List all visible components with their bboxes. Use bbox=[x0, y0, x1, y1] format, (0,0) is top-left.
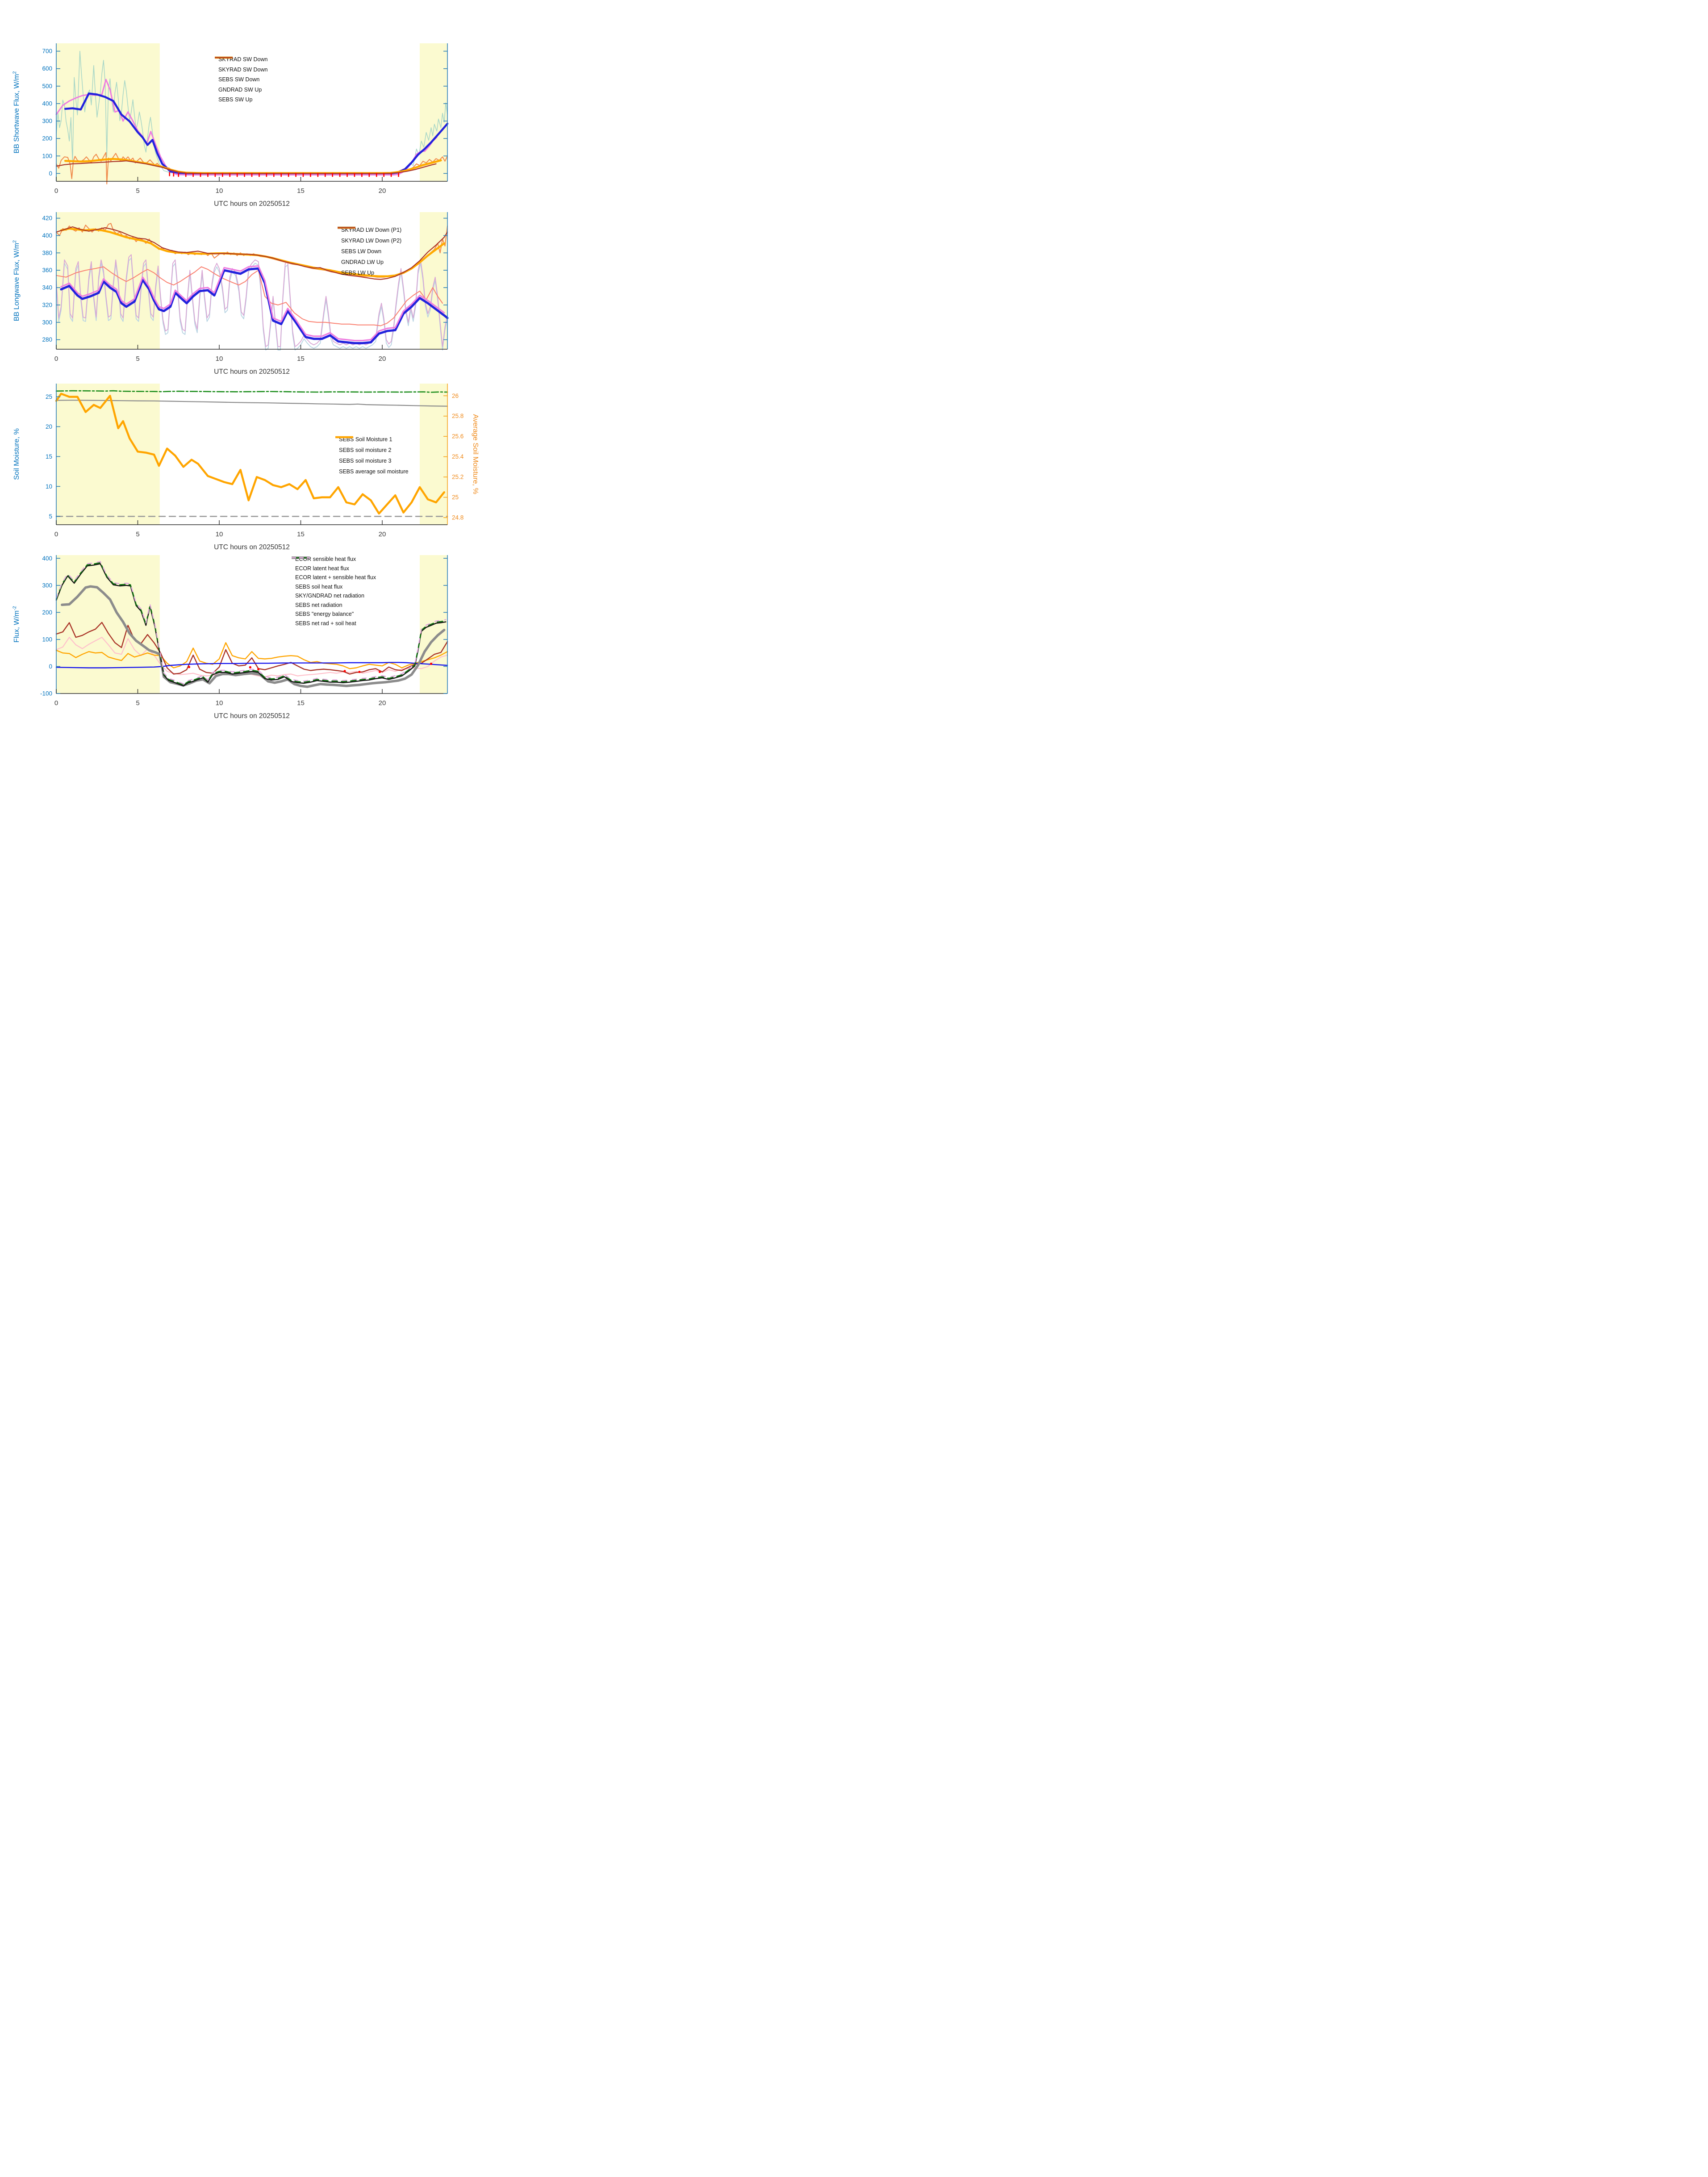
shaded-band bbox=[56, 555, 160, 694]
flag-marker-flux-qc-flags bbox=[257, 668, 259, 670]
y-axis-label: BB Longwave Flux, $W/m^2$ bbox=[12, 240, 21, 322]
right-y-tick-label: 25.8 bbox=[452, 413, 464, 420]
y-tick-label: -100 bbox=[40, 690, 52, 697]
legend-label: SEBS SW Down bbox=[218, 76, 260, 83]
y-tick-label: 320 bbox=[42, 301, 52, 309]
flag-marker-sw-qc-flags bbox=[310, 173, 311, 177]
legend-label: SEBS soil heat flux bbox=[295, 583, 343, 590]
y-tick-label: 5 bbox=[49, 513, 52, 520]
legend-item bbox=[291, 573, 376, 582]
y-tick-label: 20 bbox=[45, 423, 52, 430]
flag-marker-sw-qc-flags bbox=[354, 173, 355, 177]
legend-label: SEBS net radiation bbox=[295, 602, 342, 608]
legend-label: SKYRAD LW Down (P1) bbox=[341, 227, 402, 233]
legend-item bbox=[337, 267, 401, 278]
charts-canvas bbox=[0, 0, 569, 726]
y-tick-label: 700 bbox=[42, 48, 52, 55]
flag-marker-sw-qc-flags bbox=[192, 173, 194, 177]
right-y-tick-label: 25.6 bbox=[452, 433, 464, 440]
right-y-tick-label: 24.8 bbox=[452, 514, 464, 521]
flag-marker-sw-qc-flags bbox=[325, 173, 326, 177]
y-tick-label: 400 bbox=[42, 232, 52, 239]
right-y-tick-label: 25 bbox=[452, 494, 459, 501]
flag-marker-sw-qc-flags bbox=[398, 173, 399, 177]
x-tick-label: 5 bbox=[136, 531, 140, 538]
legend-item bbox=[291, 619, 376, 628]
legend-label: ECOR latent heat flux bbox=[295, 565, 349, 572]
right-y-tick-label: 25.4 bbox=[452, 453, 464, 460]
x-tick-label: 5 bbox=[136, 699, 140, 707]
legend-item bbox=[335, 455, 409, 466]
flag-marker-sw-qc-flags bbox=[273, 173, 275, 177]
legend-line-sample bbox=[335, 434, 354, 440]
flag-marker-sw-qc-flags bbox=[280, 173, 282, 177]
x-tick-label: 20 bbox=[378, 187, 386, 195]
legend-item bbox=[335, 445, 409, 455]
flag-marker-flux-qc-flags bbox=[430, 663, 432, 665]
legend-line-sample bbox=[291, 555, 310, 561]
legend-label: SEBS net rad + soil heat bbox=[295, 620, 356, 627]
radiation-flux-dashboard bbox=[0, 0, 569, 726]
x-tick-label: 0 bbox=[54, 531, 58, 538]
flag-marker-sw-qc-flags bbox=[347, 173, 348, 177]
flag-marker-sw-qc-flags bbox=[251, 173, 253, 177]
legend-label: SEBS "energy balance" bbox=[295, 611, 354, 618]
y-tick-label: 10 bbox=[45, 483, 52, 490]
flag-marker-sw-qc-flags bbox=[169, 172, 170, 176]
x-axis-label: UTC hours on 20250512 bbox=[214, 543, 290, 551]
flag-marker-sw-qc-flags bbox=[222, 173, 223, 177]
y-tick-label: 300 bbox=[42, 319, 52, 326]
right-y-tick-label: 26 bbox=[452, 392, 459, 399]
legend-item bbox=[291, 582, 376, 592]
flag-marker-sw-qc-flags bbox=[207, 173, 209, 177]
x-tick-label: 10 bbox=[215, 531, 223, 538]
x-axis-label: UTC hours on 20250512 bbox=[214, 368, 290, 376]
flag-marker-flux-qc-flags bbox=[343, 670, 346, 672]
legend-label: SEBS average soil moisture bbox=[339, 468, 409, 475]
flag-marker-sw-qc-flags bbox=[391, 173, 392, 177]
flag-marker-sw-qc-flags bbox=[259, 173, 260, 177]
y-tick-label: 200 bbox=[42, 135, 52, 142]
legend-label: ECOR latent + sensible heat flux bbox=[295, 574, 376, 581]
legend-item bbox=[337, 257, 401, 267]
shaded-band bbox=[420, 384, 447, 525]
flag-marker-sw-qc-flags bbox=[288, 173, 289, 177]
flag-marker-sw-qc-flags bbox=[339, 173, 341, 177]
legend-item bbox=[291, 564, 376, 573]
x-tick-label: 20 bbox=[378, 531, 386, 538]
legend-item bbox=[335, 466, 409, 477]
legend-label: SEBS LW Up bbox=[341, 270, 375, 276]
flag-marker-sw-qc-flags bbox=[303, 173, 304, 177]
flag-marker-sw-qc-flags bbox=[295, 173, 296, 177]
legend-line-sample bbox=[337, 225, 356, 231]
legend-label: SEBS soil moisture 3 bbox=[339, 458, 392, 464]
flag-marker-sw-qc-flags bbox=[237, 173, 238, 177]
x-tick-label: 0 bbox=[54, 355, 58, 363]
right-y-tick-label: 25.2 bbox=[452, 473, 464, 481]
y-tick-label: 420 bbox=[42, 215, 52, 222]
y-tick-label: 380 bbox=[42, 249, 52, 256]
legend-label: SKYRAD LW Down (P2) bbox=[341, 238, 402, 244]
y-axis-label: Soil Moisture, % bbox=[13, 428, 21, 480]
y-tick-label: 400 bbox=[42, 100, 52, 107]
flag-marker-sw-qc-flags bbox=[361, 173, 363, 177]
y-tick-label: 200 bbox=[42, 609, 52, 616]
legend-item bbox=[291, 610, 376, 619]
legend-label: SEBS LW Down bbox=[341, 248, 382, 255]
y-tick-label: 15 bbox=[45, 453, 52, 460]
flag-marker-sw-qc-flags bbox=[383, 173, 384, 177]
legend-label: SKYRAD SW Down bbox=[218, 66, 268, 73]
chart-soil-moisture bbox=[13, 384, 479, 551]
x-tick-label: 10 bbox=[215, 187, 223, 195]
legend-item bbox=[214, 75, 267, 85]
legend-label: ECOR sensible heat flux bbox=[295, 556, 356, 563]
flag-marker-sw-qc-flags bbox=[317, 173, 319, 177]
legend-heat-flux bbox=[291, 555, 376, 628]
flag-marker-sw-qc-flags bbox=[185, 173, 187, 177]
y-tick-label: 360 bbox=[42, 267, 52, 274]
legend-bb-shortwave bbox=[214, 54, 267, 105]
x-tick-label: 20 bbox=[378, 699, 386, 707]
y-tick-label: 300 bbox=[42, 582, 52, 589]
shaded-band bbox=[420, 212, 447, 349]
flag-marker-sw-qc-flags bbox=[215, 173, 216, 177]
y-tick-label: 340 bbox=[42, 284, 52, 291]
x-tick-label: 15 bbox=[297, 531, 305, 538]
legend-item bbox=[214, 95, 267, 105]
legend-label: SEBS SW Up bbox=[218, 96, 253, 103]
y-tick-label: 300 bbox=[42, 117, 52, 125]
legend-label: SEBS soil moisture 2 bbox=[339, 447, 392, 453]
legend-label: GNDRAD LW Up bbox=[341, 259, 384, 265]
y-tick-label: 0 bbox=[49, 663, 52, 670]
legend-item bbox=[337, 246, 401, 257]
flag-marker-sw-qc-flags bbox=[332, 173, 333, 177]
flag-marker-flux-qc-flags bbox=[358, 671, 360, 673]
legend-item bbox=[214, 85, 267, 95]
flag-marker-sw-qc-flags bbox=[266, 173, 267, 177]
flag-marker-sw-qc-flags bbox=[369, 173, 370, 177]
flag-marker-sw-qc-flags bbox=[229, 173, 230, 177]
x-tick-label: 5 bbox=[136, 355, 140, 363]
y-tick-label: 500 bbox=[42, 83, 52, 90]
flag-marker-flux-qc-flags bbox=[249, 666, 251, 669]
y-tick-label: 25 bbox=[45, 393, 52, 400]
legend-item bbox=[291, 591, 376, 601]
x-axis-label: UTC hours on 20250512 bbox=[214, 200, 290, 208]
flag-marker-sw-qc-flags bbox=[173, 172, 175, 176]
y-tick-label: 0 bbox=[49, 170, 52, 177]
flag-marker-sw-qc-flags bbox=[178, 173, 179, 177]
legend-item bbox=[291, 601, 376, 610]
legend-label: SKYRAD SW Down bbox=[218, 56, 268, 63]
x-tick-label: 15 bbox=[297, 355, 305, 363]
legend-bb-longwave bbox=[337, 225, 401, 278]
x-axis-label: UTC hours on 20250512 bbox=[214, 712, 290, 720]
y-tick-label: 100 bbox=[42, 636, 52, 643]
flag-marker-sw-qc-flags bbox=[244, 173, 245, 177]
flag-marker-flux-qc-flags bbox=[379, 671, 381, 673]
flag-marker-flux-qc-flags bbox=[188, 666, 190, 668]
x-tick-label: 5 bbox=[136, 187, 140, 195]
y-tick-label: 100 bbox=[42, 152, 52, 159]
legend-label: SEBS Soil Moisture 1 bbox=[339, 436, 393, 443]
x-tick-label: 0 bbox=[54, 187, 58, 195]
x-tick-label: 20 bbox=[378, 355, 386, 363]
chart-heat-flux bbox=[12, 555, 447, 720]
legend-line-sample bbox=[214, 54, 233, 61]
flag-marker-sw-qc-flags bbox=[376, 173, 377, 177]
legend-label: SKY/GNDRAD net radiation bbox=[295, 593, 364, 599]
right-y-axis-label: Average Soil Moisture, % bbox=[472, 414, 479, 494]
x-tick-label: 15 bbox=[297, 699, 305, 707]
y-tick-label: 280 bbox=[42, 336, 52, 343]
legend-item bbox=[214, 65, 267, 75]
y-tick-label: 400 bbox=[42, 555, 52, 562]
x-tick-label: 15 bbox=[297, 187, 305, 195]
legend-item bbox=[337, 235, 401, 246]
legend-label: GNDRAD SW Up bbox=[218, 86, 262, 93]
x-tick-label: 10 bbox=[215, 699, 223, 707]
y-axis-label: BB Shortwave Flux, $W/m^2$ bbox=[12, 71, 21, 154]
legend-soil-moisture bbox=[335, 434, 409, 477]
x-tick-label: 10 bbox=[215, 355, 223, 363]
y-axis-label: Flux, $W/m^{-2}$ bbox=[12, 606, 21, 643]
flag-marker-sw-qc-flags bbox=[200, 173, 201, 177]
shaded-band bbox=[56, 384, 160, 525]
x-tick-label: 0 bbox=[54, 699, 58, 707]
y-tick-label: 600 bbox=[42, 65, 52, 72]
